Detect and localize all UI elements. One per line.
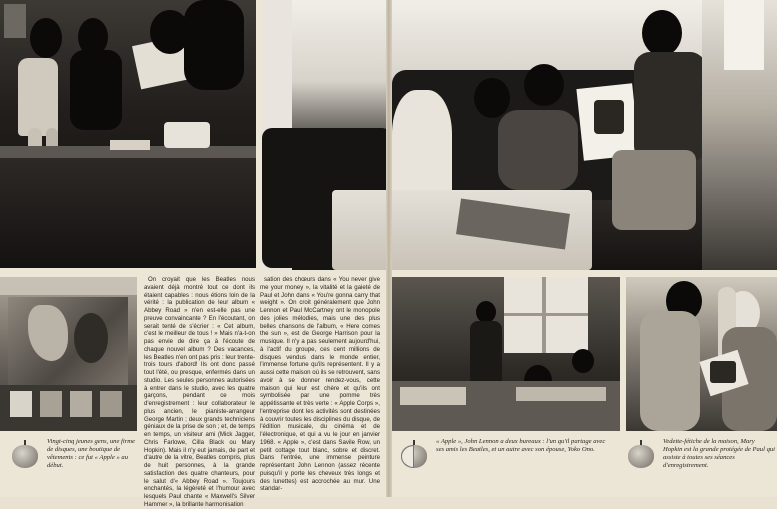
apple-boutique-building-photo [0,277,137,431]
article-text-2: sation des chœurs dans « You never give me your money », la vitalité et la gaieté de Paul et John dans « You're gonna carry that weight ». On croit généralement que John Lennon et Paul McCartney ont le monopole des jolies mélodies, mais une des plus belles chansons de l'album, « Here comes the sun », est de George Harrison pour la musique. Il n'y a pas seulement aujourd'hui, à l'actif du groupe, ces cent millions de disques vendus dans le monde entier, l'immense fortune qu'ils représentent. Il y a aussi cette maison où ils se retrouvent, sans avoir à se donner rendez-vous, cette maison qui leur est chère et qu'ils ont symbolisée par une pomme très appétissante et très verte : « Apple Corps », l'entreprise dont les activités sont destinées à couvrir toutes les disciplines du disque, de l'édition musicale, du cinéma et de l'électronique, et qui a vu le jour en janvier 1968. « Apple », c'est dans Savile Row, un petit cottage tout blanc, sobre et discret. Dans l'entrée, une immense peinture représentant John Lennon (assez récente puisqu'il y porte les cheveux très longs et des lunettes) est accrochée au mur. Une standar- [260,276,380,493]
apple-logo-icon [626,440,656,468]
office-telephone-photo [0,0,256,268]
caption-apple-beginnings: Vingt-cinq jeunes gens, une firme de disques, une boutique de vêtements : ce fut « Apple » au début. [47,438,135,469]
caption-mary-hopkin: Vedette-fétiche de la maison, Mary Hopkin est la grande protégée de Paul qui assiste à toutes ses séances d'enregistrement. [663,438,776,469]
apple-half-icon [399,440,429,468]
article-column-1 [144,276,255,508]
article-column-2 [260,276,380,498]
sofa-lounge-photo [262,0,777,270]
mary-hopkin-photo [626,277,777,431]
caption-lennon-offices: « Apple », John Lennon a deux bureaux : l'un qu'il partage avec ses amis les Beatles, et un autre avec son épouse, Yoko Ono. [436,438,606,453]
article-text-1: On croyait que les Beatles nous avaient déjà montré tout ce dont ils étaient capables : nous étions loin de la vérité : la publication de leur album « Abbey Road » n'en est-elle pas une preuve convaincante ? En l'écoutant, on serait tenté de s'écrier : « Cet album, c'est le meilleur de tous ! » Mais n'a-t-on pas envie de dire ça à l'écoute de chaque nouvel album ? Des vacances, les Beatles n'en ont pas pris : leur trente-trois tours d'abord! Ils ont donc passé tout l'été, ou presque, enfermés dans un studio. Les seules personnes autorisées à entrer dans le studio, avec les quatre garçons, pendant ce mois d'enregistrement : leur collaborateur le plus ancien, le pianiste-arrangeur George Martin ; deux grands techniciens géniaux de la prise de son ; et, de temps en temps, un visiteur ami (Mick Jagger, Chris Farlowe, Cilla Black ou Mary Hopkin). Mais il n'y eut jamais, de part et d'autre de la vitre, Beatles compris, plus de huit personnes, à la grande satisfaction des quatre chanteurs, pour le salut d'« Abbey Road ». Toujours enchantés, la légèreté et l'humour avec lesquels Paul chante « Maxwell's Silver Hammer », la brillante harmonisation [144,276,255,508]
page-gutter [386,0,392,497]
office-window-photo [392,277,620,431]
apple-logo-icon [10,440,40,468]
